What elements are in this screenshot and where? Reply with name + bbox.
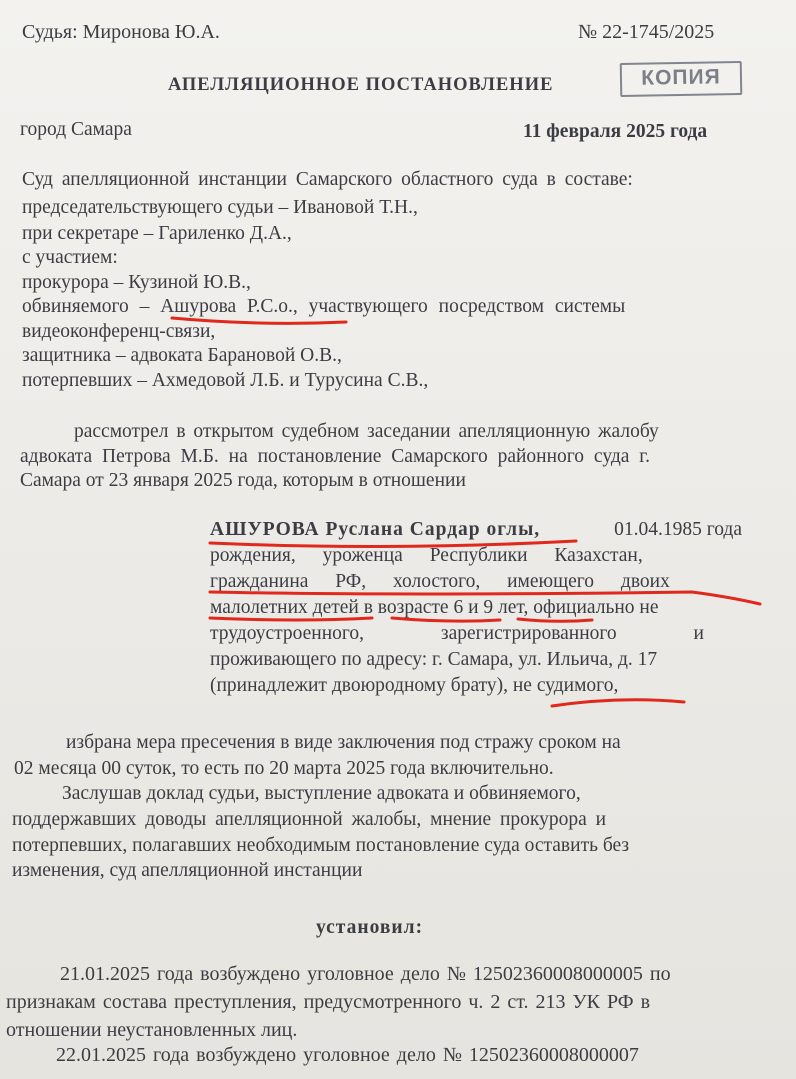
established-line-1: 21.01.2025 года возбуждено уголовное дело № 12502360008000005 по bbox=[60, 963, 671, 985]
measure-line-3: Заслушав доклад судьи, выступление адвоката и обвиняемого, bbox=[62, 783, 581, 804]
accused-line-5: трудоустроенного, зарегистрированного и bbox=[210, 623, 704, 644]
measure-line-6: изменения, суд апелляционной инстанции bbox=[12, 860, 363, 881]
composition-line-4: с участием: bbox=[22, 247, 118, 268]
accused-line-4: малолетних детей в возрасте 6 и 9 лет, официально не bbox=[210, 597, 659, 618]
composition-line-5: прокурора – Кузиной Ю.В., bbox=[22, 272, 251, 293]
composition-line-7: видеоконференц-связи, bbox=[22, 321, 216, 342]
copy-stamp-text: КОПИЯ bbox=[641, 65, 721, 90]
composition-line-8: защитника – адвоката Барановой О.В., bbox=[22, 345, 342, 366]
measure-line-2: 02 месяца 00 суток, то есть по 20 марта 2025 года включительно. bbox=[14, 758, 554, 779]
composition-line-6: обвиняемого – Ашурова Р.С.о., участвующего посредством системы bbox=[22, 296, 626, 317]
document-date: 11 февраля 2025 года bbox=[523, 121, 708, 142]
copy-stamp bbox=[620, 61, 743, 97]
accused-line-3: гражданина РФ, холостого, имеющего двоих bbox=[210, 571, 670, 592]
accused-line-2: рождения, уроженца Республики Казахстан, bbox=[210, 545, 643, 566]
case-number: № 22-1745/2025 bbox=[578, 21, 715, 43]
accused-birth: 01.04.1985 года bbox=[614, 519, 742, 540]
established-line-4: 22.01.2025 года возбуждено уголовное дело № 12502360008000007 bbox=[56, 1044, 639, 1066]
composition-line-9: потерпевших – Ахмедовой Л.Б. и Турусина С.В., bbox=[22, 370, 429, 391]
established-line-3: отношении неустановленных лиц. bbox=[6, 1019, 298, 1041]
composition-line-1: Суд апелляционной инстанции Самарского областного суда в составе: bbox=[22, 169, 633, 190]
composition-line-2: председательствующего судьи – Ивановой Т.Н., bbox=[22, 197, 418, 218]
accused-name: АШУРОВА Руслана Сардар оглы, bbox=[210, 519, 541, 540]
accused-line-1 bbox=[210, 518, 742, 542]
composition-line-3: при секретаре – Гариленко Д.А., bbox=[22, 223, 292, 244]
measure-line-5: потерпевших, полагавших необходимым постановление суда оставить без bbox=[12, 835, 630, 856]
considered-line-1: рассмотрел в открытом судебном заседании апелляционную жалобу bbox=[74, 421, 659, 442]
underline-not-convicted bbox=[552, 700, 684, 706]
established-heading: установил: bbox=[316, 917, 424, 938]
city: город Самара bbox=[20, 119, 132, 140]
accused-line-7: (принадлежит двоюродному брату), не судимого, bbox=[210, 675, 619, 696]
document-title: АПЕЛЛЯЦИОННОЕ ПОСТАНОВЛЕНИЕ bbox=[168, 75, 554, 95]
considered-line-2: адвоката Петрова М.Б. на постановление Самарского районного суда г. bbox=[20, 446, 650, 467]
established-line-2: признакам состава преступления, предусмотренного ч. 2 ст. 213 УК РФ в bbox=[6, 991, 651, 1013]
accused-line-6: проживающего по адресу: г. Самара, ул. Ильича, д. 17 bbox=[210, 649, 658, 670]
measure-line-4: поддержавших доводы апелляционной жалобы, мнение прокурора и bbox=[12, 809, 607, 830]
measure-line-1: избрана мера пресечения в виде заключения под стражу сроком на bbox=[66, 732, 621, 753]
considered-line-3: Самара от 23 января 2025 года, которым в отношении bbox=[20, 470, 466, 491]
judge-line: Судья: Миронова Ю.А. bbox=[22, 21, 220, 43]
